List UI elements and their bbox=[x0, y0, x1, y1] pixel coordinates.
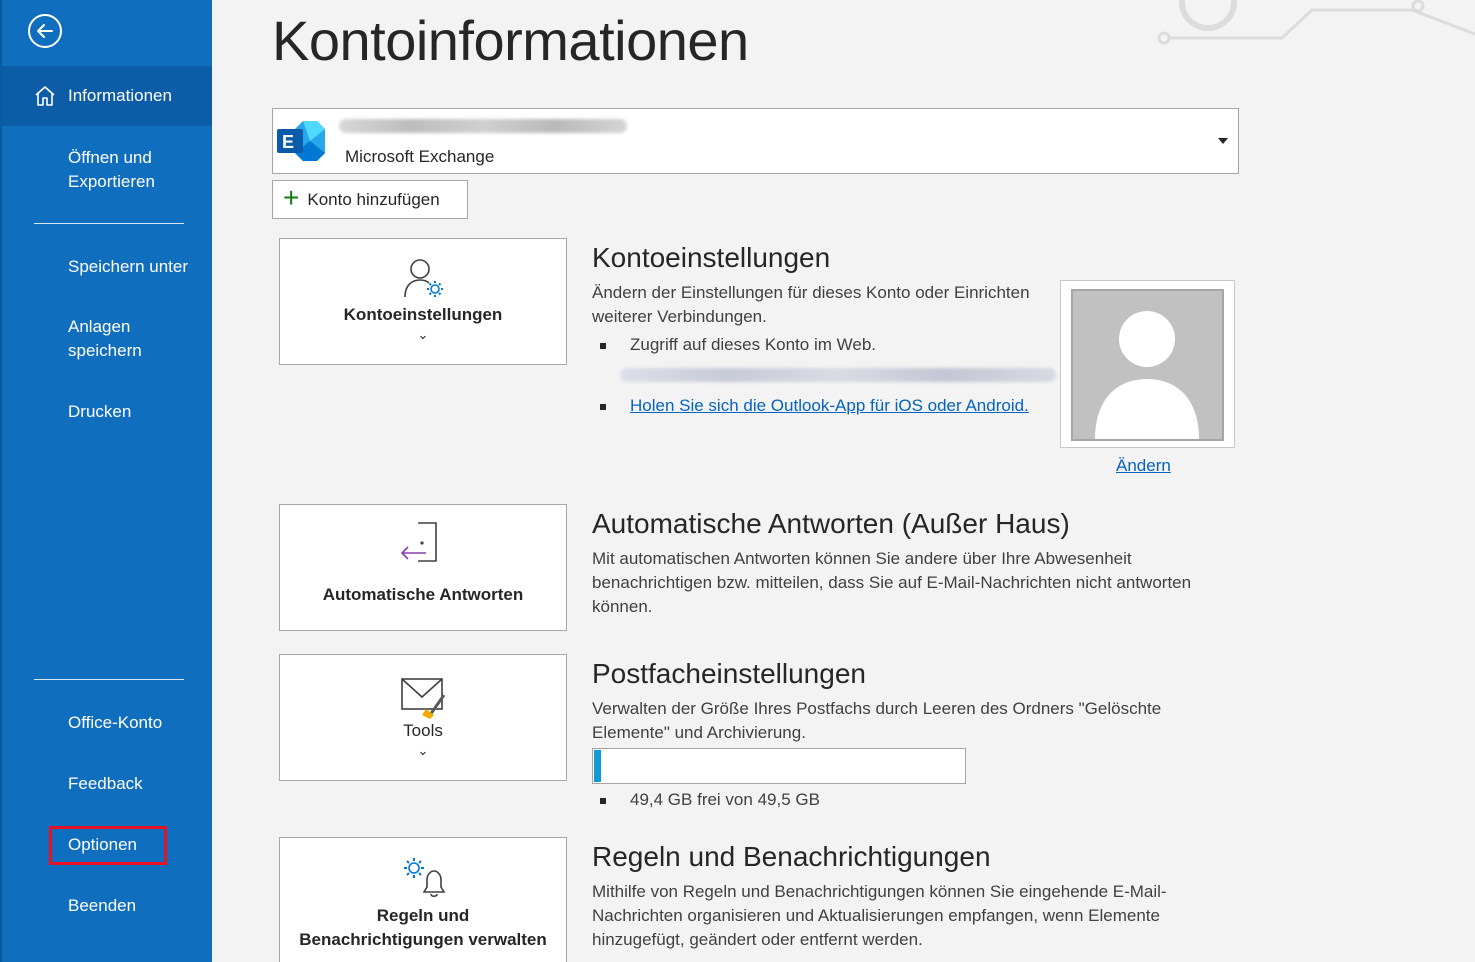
home-icon bbox=[33, 84, 57, 108]
nav-label: Beenden bbox=[68, 896, 137, 915]
nav-office-konto[interactable] bbox=[2, 711, 212, 735]
chevron-down-icon: ⌄ bbox=[417, 327, 429, 342]
rules-tile[interactable] bbox=[279, 837, 567, 962]
web-url-redacted[interactable] bbox=[620, 368, 1056, 382]
chevron-down-icon: ⌄ bbox=[417, 743, 429, 758]
door-arrow-icon bbox=[398, 521, 442, 567]
nav-speichern-unter[interactable] bbox=[2, 255, 212, 279]
section-title: Automatische Antworten (Außer Haus) bbox=[592, 508, 1070, 539]
plus-icon: + bbox=[283, 182, 300, 213]
auto-replies-tile[interactable] bbox=[279, 504, 567, 631]
back-button[interactable] bbox=[28, 14, 62, 48]
avatar bbox=[1071, 289, 1224, 441]
quota-text: 49,4 GB frei von 49,5 GB bbox=[630, 790, 820, 809]
nav-label: Optionen bbox=[68, 835, 137, 854]
nav-label: Feedback bbox=[68, 774, 143, 793]
tools-tile[interactable] bbox=[279, 654, 567, 781]
tile-label: Regeln und Benachrichtigungen verwalten bbox=[299, 906, 547, 949]
nav-anlagen-speichern[interactable] bbox=[2, 315, 162, 363]
exchange-icon bbox=[277, 119, 327, 163]
sidebar-divider bbox=[34, 679, 184, 680]
nav-oeffnen-exportieren[interactable] bbox=[2, 146, 182, 194]
nav-label: Informationen bbox=[68, 86, 172, 105]
section-title: Postfacheinstellungen bbox=[592, 658, 866, 689]
gear-bell-icon bbox=[400, 854, 448, 898]
section-title: Regeln und Benachrichtigungen bbox=[592, 841, 991, 872]
person-placeholder-icon bbox=[1073, 291, 1222, 439]
outlook-app-link[interactable]: Holen Sie sich die Outlook-App für iOS oder Android. bbox=[630, 396, 1029, 415]
section-description: Verwalten der Größe Ihres Postfachs durch Leeren des Ordners "Gelöschte Elemente" und Archivierung. bbox=[592, 699, 1162, 742]
account-email-redacted bbox=[339, 119, 627, 133]
backstage-sidebar bbox=[0, 0, 212, 962]
section-title: Kontoeinstellungen bbox=[592, 242, 831, 273]
add-account-button[interactable] bbox=[272, 180, 468, 219]
nav-label: Drucken bbox=[68, 402, 132, 421]
account-settings-tile[interactable] bbox=[279, 238, 567, 365]
change-photo-link[interactable]: Ändern bbox=[1116, 456, 1171, 475]
user-settings-icon bbox=[402, 255, 448, 301]
bullet-icon bbox=[600, 404, 606, 410]
tile-label: Automatische Antworten bbox=[322, 585, 524, 604]
bullet-text: Zugriff auf dieses Konto im Web. bbox=[630, 335, 876, 354]
nav-label: Speichern unter bbox=[68, 257, 189, 276]
section-description: Mit automatischen Antworten können Sie andere über Ihre Abwesenheit benachrichtigen bzw. mitteilen, dass Sie auf E-Mail-Nachrichten nicht antworten können. bbox=[592, 549, 1192, 616]
page-title: Kontoinformationen bbox=[272, 9, 749, 72]
add-account-label: Konto hinzufügen bbox=[307, 189, 440, 209]
account-type: Microsoft Exchange bbox=[345, 147, 495, 166]
nav-informationen[interactable] bbox=[2, 66, 212, 126]
section-description: Ändern der Einstellungen für dieses Konto oder Einrichten weiterer Verbindungen. bbox=[592, 283, 1030, 326]
chevron-down-icon bbox=[1218, 138, 1228, 144]
tile-label: Tools bbox=[403, 721, 443, 740]
mailbox-quota-bar bbox=[592, 748, 966, 784]
nav-beenden[interactable] bbox=[2, 894, 212, 918]
highlight-box bbox=[49, 826, 167, 865]
profile-picture bbox=[1060, 280, 1235, 448]
nav-drucken[interactable] bbox=[2, 400, 212, 424]
nav-label: Anlagen speichern bbox=[68, 317, 142, 360]
quota-fill bbox=[594, 750, 601, 782]
nav-label: Office-Konto bbox=[68, 713, 163, 732]
nav-label: Öffnen und Exportieren bbox=[68, 148, 155, 191]
sidebar-divider bbox=[34, 223, 184, 224]
bullet-icon bbox=[600, 343, 606, 349]
account-dropdown[interactable] bbox=[272, 108, 1239, 174]
circuit-decoration bbox=[1152, 0, 1475, 60]
back-arrow-icon bbox=[36, 22, 54, 40]
mailbox-cleanup-icon bbox=[400, 675, 448, 719]
tile-label: Kontoeinstellungen bbox=[343, 305, 503, 324]
bullet-icon bbox=[600, 798, 606, 804]
nav-feedback[interactable] bbox=[2, 772, 212, 796]
main-content bbox=[212, 0, 1475, 962]
svg-text:E: E bbox=[282, 132, 295, 152]
section-description: Mithilfe von Regeln und Benachrichtigungen können Sie eingehende E-Mail-Nachrichten organisieren und Aktualisierungen empfangen, wenn Elemente hinzugefügt, geändert oder entfernt werden. bbox=[592, 882, 1167, 949]
